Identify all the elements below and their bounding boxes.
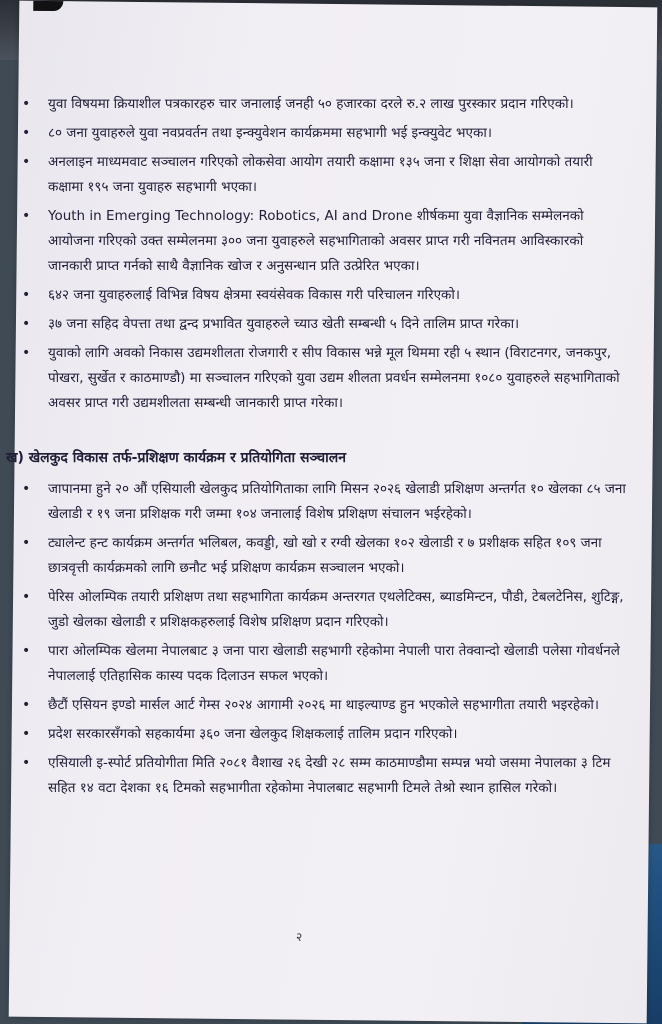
bullet-icon: •: [22, 697, 31, 713]
bullet-icon: •: [22, 589, 31, 605]
bullet-icon: •: [22, 96, 31, 112]
achievements-list-youth: [22, 92, 628, 416]
list-item: • एसियाली इ-स्पोर्ट प्रतियोगीता मिति २०८१ वैशाख २६ देखी २८ सम्म काठमाण्डौमा सम्पन्न भयो जसमा नेपालका ३ टिम सहित १४ वटा देशका १६ टिमको सहभागीता रहेकोमा नेपालबाट सहभागी टिमले तेश्रो स्थान हासिल गरेको।: [48, 751, 628, 801]
page-number: २: [296, 930, 303, 944]
list-item: • ८० जना युवाहरुले युवा नवप्रवर्तन तथा इन्क्युवेशन कार्यक्रममा सहभागी भई इन्क्युवेट भएका।: [48, 121, 628, 146]
list-item: • Youth in Emerging Technology: Robotics, AI and Drone शीर्षकमा युवा वैज्ञानिक सम्मेलनको आयोजना गरिएको उक्त सम्मेलनमा ३०० जना युवाहरुले सहभागिताको अवसर प्राप्त गरी नविनतम आविस्कारको जानकारी प्राप्त गर्नको साथै वैज्ञानिक खोज र अनुसन्धान प्रति उत्प्रेरित भएका।: [48, 204, 628, 279]
bullet-icon: •: [22, 535, 31, 551]
page-corner-shadow: [33, 1, 63, 11]
list-item: • पेरिस ओलम्पिक तयारी प्रशिक्षण तथा सहभागिता कार्यक्रम अन्तरगत एथलेटिक्स, ब्याडमिन्टन, पौडी, टेबलटेनिस, शुटिङ्ग, जुडो खेलका खेलाडी र प्रशिक्षकहरुलाई विशेष प्रशिक्षण प्रदान गरिएको।: [48, 585, 628, 635]
list-item: • प्रदेश सरकारसँगको सहकार्यमा ३६० जना खेलकुद शिक्षकलाई तालिम प्रदान गरिएको।: [48, 722, 628, 747]
list-item: • जापानमा हुने २० औं एसियाली खेलकुद प्रतियोगिताका लागि मिसन २०२६ खेलाडी प्रशिक्षण अन्तर्गत १० खेलका ८५ जना खेलाडी र १९ जना प्रशिक्षक गरी जम्मा १०४ जनालाई विशेष प्रशिक्षण संचालन भईरहेको।: [48, 477, 628, 527]
bullet-icon: •: [22, 481, 31, 497]
list-item: • ३७ जना सहिद वेपत्ता तथा द्वन्द प्रभावित युवाहरुले च्याउ खेती सम्बन्धी ५ दिने तालिम प्राप्त गरेका।: [48, 312, 628, 337]
bullet-icon: •: [22, 643, 31, 659]
list-item: • ६४२ जना युवाहरुलाई विभिन्न विषय क्षेत्रमा स्वयंसेवक विकास गरी परिचालन गरिएको।: [48, 283, 628, 308]
bullet-icon: •: [22, 726, 31, 742]
list-item: • छैटौं एसियन इण्डो मार्सल आर्ट गेम्स २०२४ आगामी २०२६ मा थाइल्याण्ड हुन भएकोले सहभागीता तयारी भइरहेको।: [48, 693, 628, 718]
bullet-icon: •: [22, 287, 31, 303]
section-heading-sports: ख) खेलकुद विकास तर्फ-प्रशिक्षण कार्यक्रम र प्रतियोगिता सञ्चालन: [6, 450, 347, 466]
bullet-icon: •: [22, 154, 31, 170]
list-item: • अनलाइन माध्यमवाट सञ्चालन गरिएको लोकसेवा आयोग तयारी कक्षामा १३५ जना र शिक्षा सेवा आयोगको तयारी कक्षामा १९५ जना युवाहरु सहभागी भएका।: [48, 150, 628, 200]
list-item: • युवाको लागि अवको निकास उद्यमशीलता रोजगारी र सीप विकास भन्ने मूल थिममा रही ५ स्थान (विराटनगर, जनकपुर, पोखरा, सुर्खेत र काठमाण्डौ) मा सञ्चालन गरिएको युवा उद्यम शीलता प्रवर्धन सम्मेलनमा १०८० युवाहरुले सहभागिताको अवसर प्राप्त गरी उद्यमशीलता सम्बन्धी जानकारी प्राप्त गरेका।: [48, 341, 628, 416]
document-content: [6, 92, 628, 805]
list-item: • पारा ओलम्पिक खेलमा नेपालबाट ३ जना पारा खेलाडी सहभागी रहेकोमा नेपाली पारा तेक्वान्दो खेलाडी पलेसा गोवर्धनले नेपाललाई एतिहासिक कास्य पदक दिलाउन सफल भएको।: [48, 639, 628, 689]
bullet-icon: •: [22, 316, 31, 332]
achievements-list-sports: [22, 477, 628, 801]
bullet-icon: •: [22, 345, 31, 361]
list-item: • युवा विषयमा क्रियाशील पत्रकारहरु चार जनालाई जनही ५० हजारका दरले रु.२ लाख पुरस्कार प्रदान गरिएको।: [48, 92, 628, 117]
bullet-icon: •: [22, 125, 31, 141]
bullet-icon: •: [22, 755, 31, 771]
list-item: • ट्यालेन्ट हन्ट कार्यक्रम अन्तर्गत भलिबल, कवड्डी, खो खो र रग्वी खेलका १०२ खेलाडी र ७ प्रशीक्षक सहित १०९ जना छात्रवृत्ती कार्यक्रमको लागि छनौट भई प्रशिक्षण कार्यक्रम सञ्चालन भएको।: [48, 531, 628, 581]
bullet-icon: •: [22, 208, 31, 224]
